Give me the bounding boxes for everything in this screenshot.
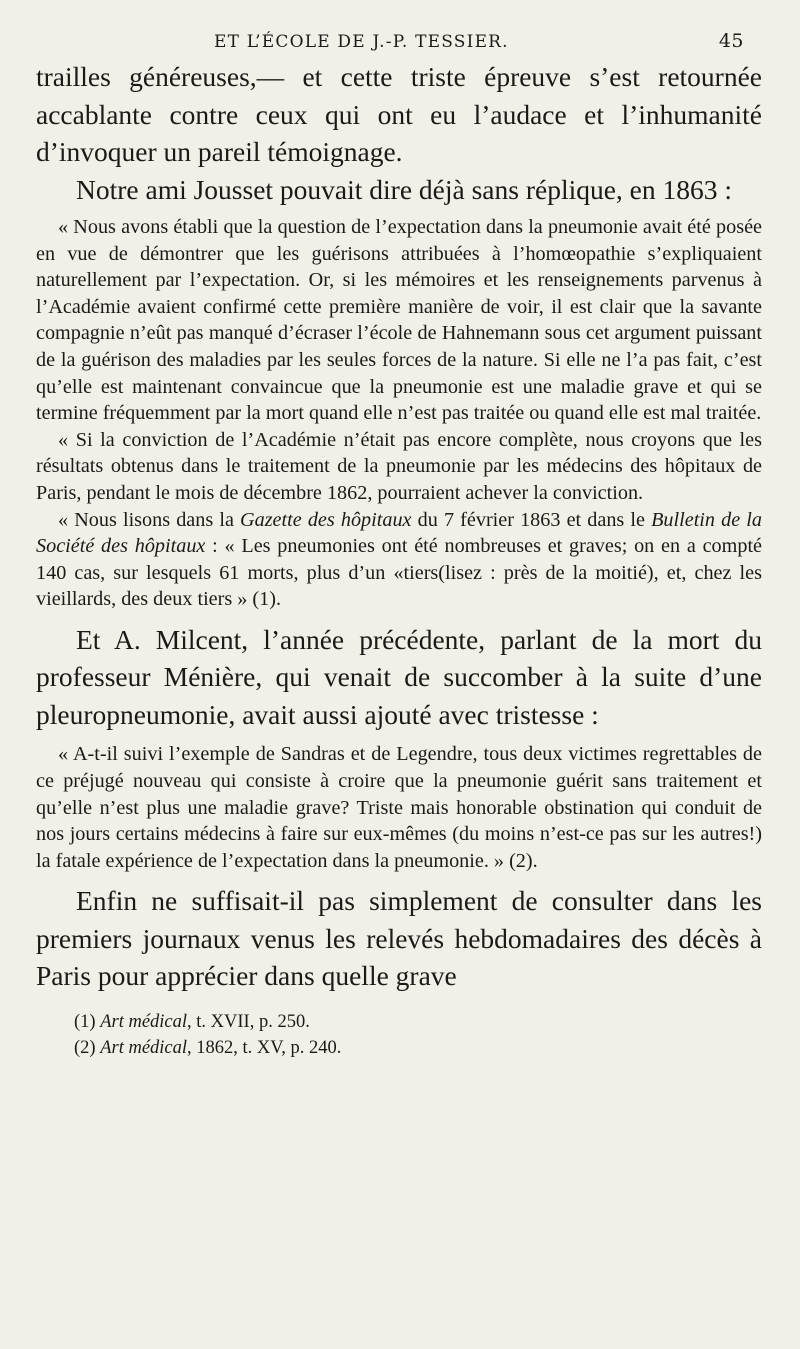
paragraph-enfin: Enfin ne suffisait-il pas simplement de consulter dans les premiers journaux venus les relevés hebdomadaires des décès à Paris pour apprécier dans quelle grave xyxy=(36,885,762,992)
paragraph-milcent: Et A. Milcent, l’année précédente, parlant de la mort du professeur Ménière, qui venait de succomber à la suite d’une pleuropneumonie, avait aussi ajouté avec tristesse : xyxy=(36,623,762,730)
footnote-ref: , t. XVII, p. 250. xyxy=(187,1011,310,1032)
quote-jousset-3 xyxy=(36,507,762,613)
footnote-1 xyxy=(36,1009,762,1035)
footnote-2 xyxy=(36,1035,762,1061)
journal-title-bulletin: Bulletin de la Société des hôpitaux xyxy=(36,508,763,558)
quote-text: : « Les pneumonies ont été nombreuses et graves; on en a compté 140 cas, sur lesquels 61 morts, plus d’un «tiers(lisez : près de la moitié), et, chez les vieillards, des deux tiers » (1). xyxy=(36,535,763,611)
footnote-marker: (1) xyxy=(74,1011,96,1032)
footnote-ref: , 1862, t. XV, p. 240. xyxy=(187,1037,342,1058)
page-number: 45 xyxy=(718,30,744,52)
footnote-journal: Art médical xyxy=(100,1011,188,1032)
running-header xyxy=(36,30,762,58)
paragraph-continuation: trailles généreuses,— et cette triste épreuve s’est retournée accablante contre ceux qui ont eu l’audace et l’inhumanité d’invoquer un pareil témoignage. xyxy=(36,61,762,167)
quote-text: du 7 février 1863 et dans le xyxy=(411,508,652,531)
footnotes xyxy=(36,1009,762,1061)
journal-title-gazette: Gazette des hôpitaux xyxy=(240,508,412,531)
quote-milcent: « A-t-il suivi l’exemple de Sandras et de Legendre, tous deux victimes regrettables de ce préjugé nouveau qui consiste à croire que la pneumonie guérit sans traitement et qu’elle n’est plus une maladie grave? Triste mais honorable obstination qui conduit de nos jours certains médecins à faire sur eux-mêmes (du moins n’est-ce pas sur les autres!) la fatale expérience de l’expectation dans la pneumonie. » (2). xyxy=(36,743,762,872)
quote-jousset-1: « Nous avons établi que la question de l’expectation dans la pneumonie avait été posée en vue de démontrer que les guérisons attribuées à l’homœopathie s’expliquaient naturellement par l’expectation. Or, si les mémoires et les renseignements parvenus à l’Académie avaient confirmé cette première manière de voir, il est clair que la savante compagnie n’eût pas manqué d’écraser l’école de Hahnemann sous cet argument puissant de la guérison des maladies par les seules forces de la nature. Si elle ne l’a pas fait, c’est qu’elle est maintenant convaincue que la pneumonie est une maladie grave et qui se termine fréquemment par la mort quand elle n’est pas traitée ou quand elle est mal traitée. xyxy=(36,216,762,425)
quote-jousset-2: « Si la conviction de l’Académie n’était pas encore complète, nous croyons que les résultats obtenus dans le traitement de la pneumonie par les médecins des hôpitaux de Paris, pendant le mois de décembre 1862, pourraient achever la conviction. xyxy=(36,428,762,504)
running-title: ET L’ÉCOLE DE J.-P. TESSIER. xyxy=(214,32,509,52)
footnote-journal: Art médical xyxy=(100,1037,188,1058)
paragraph-jousset: Notre ami Jousset pouvait dire déjà sans réplique, en 1863 : xyxy=(76,173,733,205)
footnote-marker: (2) xyxy=(74,1037,96,1058)
quote-text: « Nous lisons dans la xyxy=(58,508,241,531)
